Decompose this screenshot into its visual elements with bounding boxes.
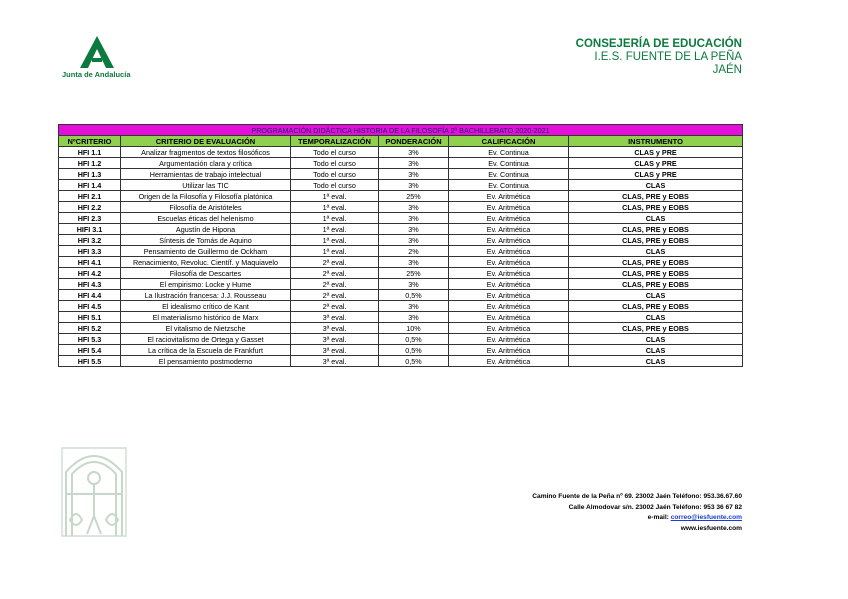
table-row <box>59 224 743 235</box>
table-cell: 3% <box>379 180 449 191</box>
table-cell: El empirismo: Locke y Hume <box>121 279 291 290</box>
table-cell: 1ª eval. <box>291 224 379 235</box>
header-city: JAÉN <box>712 64 742 76</box>
table-cell: HFI 2.3 <box>59 213 121 224</box>
table-cell: CLAS <box>569 334 743 345</box>
institution-header <box>576 38 742 77</box>
table-cell: 3% <box>379 213 449 224</box>
table-cell: CLAS, PRE y EOBS <box>569 323 743 334</box>
andalucia-seal-watermark <box>56 438 132 542</box>
table-cell: HFI 5.4 <box>59 345 121 356</box>
table-cell: HFI 5.3 <box>59 334 121 345</box>
table-row <box>59 191 743 202</box>
table-row <box>59 246 743 257</box>
table-cell: 3% <box>379 279 449 290</box>
table-cell: Ev. Aritmética <box>449 301 569 312</box>
table-cell: 1ª eval. <box>291 235 379 246</box>
table-cell: Todo el curso <box>291 180 379 191</box>
table-cell: 3% <box>379 235 449 246</box>
table-row <box>59 235 743 246</box>
table-cell: Pensamiento de Guillermo de Ockham <box>121 246 291 257</box>
table-cell: Ev. Aritmética <box>449 235 569 246</box>
table-cell: Ev. Continua <box>449 158 569 169</box>
table-cell: 10% <box>379 323 449 334</box>
table-cell: 2ª eval. <box>291 268 379 279</box>
table-cell: 3ª eval. <box>291 356 379 367</box>
table-row <box>59 169 743 180</box>
table-cell: CLAS, PRE y EOBS <box>569 202 743 213</box>
table-cell: Ev. Aritmética <box>449 290 569 301</box>
table-cell: 0,5% <box>379 334 449 345</box>
table-cell: Renacimiento, Revoluc. Científ. y Maquiavelo <box>121 257 291 268</box>
table-cell: HFI 1.3 <box>59 169 121 180</box>
table-cell: HIFI 3.1 <box>59 224 121 235</box>
table-cell: El vitalismo de Nietzsche <box>121 323 291 334</box>
table-row <box>59 290 743 301</box>
table-cell: 1ª eval. <box>291 246 379 257</box>
table-cell: 2ª eval. <box>291 290 379 301</box>
table-cell: Ev. Aritmética <box>449 279 569 290</box>
table-cell: Herramientas de trabajo intelectual <box>121 169 291 180</box>
column-header: PONDERACIÓN <box>379 136 449 147</box>
table-cell: Ev. Continua <box>449 147 569 158</box>
table-cell: HFI 4.4 <box>59 290 121 301</box>
table-cell: CLAS, PRE y EOBS <box>569 257 743 268</box>
table-cell: Ev. Aritmética <box>449 323 569 334</box>
column-header: TEMPORALIZACIÓN <box>291 136 379 147</box>
table-cell: 25% <box>379 191 449 202</box>
table-cell: Ev. Aritmética <box>449 191 569 202</box>
table-cell: 3% <box>379 202 449 213</box>
table-row <box>59 312 743 323</box>
table-cell: CLAS <box>569 345 743 356</box>
table-cell: 3% <box>379 312 449 323</box>
footer-email-label: e-mail: <box>647 514 669 521</box>
table-cell: 3% <box>379 158 449 169</box>
table-cell: Ev. Aritmética <box>449 268 569 279</box>
junta-de-andalucia-logo <box>56 36 146 86</box>
table-cell: HFI 5.5 <box>59 356 121 367</box>
table-cell: 0,5% <box>379 290 449 301</box>
table-cell: 3ª eval. <box>291 323 379 334</box>
table-cell: CLAS y PRE <box>569 169 743 180</box>
table-cell: HFI 4.1 <box>59 257 121 268</box>
table-cell: Todo el curso <box>291 158 379 169</box>
table-cell: HFI 3.2 <box>59 235 121 246</box>
table-row <box>59 279 743 290</box>
table-cell: CLAS <box>569 356 743 367</box>
column-header: CRITERIO DE EVALUACIÓN <box>121 136 291 147</box>
footer-web[interactable]: www.iesfuente.com <box>680 524 742 532</box>
table-cell: 3% <box>379 224 449 235</box>
header-consejeria: CONSEJERÍA DE EDUCACIÓN <box>575 38 742 50</box>
table-cell: CLAS <box>569 180 743 191</box>
footer-email-link[interactable]: correo@iesfuente.com <box>670 514 742 521</box>
table-cell: Ev. Aritmética <box>449 224 569 235</box>
table-cell: HFI 2.2 <box>59 202 121 213</box>
table-cell: El pensamiento postmoderno <box>121 356 291 367</box>
table-cell: CLAS <box>569 312 743 323</box>
table-cell: Ev. Aritmética <box>449 257 569 268</box>
table-cell: 2ª eval. <box>291 279 379 290</box>
footer-email-line <box>532 513 742 524</box>
table-cell: 0,5% <box>379 356 449 367</box>
table-title: PROGRAMACIÓN DIDÁCTICA HISTORIA DE LA FILOSOFÍA 2º BACHILLERATO 2020-2021 <box>59 125 743 136</box>
logo-text: Junta de Andalucía <box>62 70 131 79</box>
table-cell: CLAS, PRE y EOBS <box>569 224 743 235</box>
table-cell: 2ª eval. <box>291 257 379 268</box>
table-cell: Escuelas éticas del helenismo <box>121 213 291 224</box>
table-cell: Origen de la Filosofía y Filosofía platónica <box>121 191 291 202</box>
header-school: I.E.S. FUENTE DE LA PEÑA <box>594 51 742 63</box>
table-cell: Ev. Aritmética <box>449 246 569 257</box>
table-cell: HFI 1.4 <box>59 180 121 191</box>
table-row <box>59 268 743 279</box>
table-cell: CLAS, PRE y EOBS <box>569 191 743 202</box>
table-cell: CLAS <box>569 290 743 301</box>
table-cell: CLAS, PRE y EOBS <box>569 268 743 279</box>
table-cell: CLAS, PRE y EOBS <box>569 235 743 246</box>
table-row <box>59 202 743 213</box>
table-cell: Argumentación clara y crítica <box>121 158 291 169</box>
table-cell: El materialismo histórico de Marx <box>121 312 291 323</box>
table-cell: 1ª eval. <box>291 202 379 213</box>
footer-address-2: Calle Almodovar s/n. 23002 Jaén Teléfono: 953 36 67 82 <box>568 503 742 511</box>
table-cell: HFI 4.5 <box>59 301 121 312</box>
table-cell: 3% <box>379 257 449 268</box>
table-cell: Filosofía de Descartes <box>121 268 291 279</box>
table-cell: 3ª eval. <box>291 312 379 323</box>
table-cell: 25% <box>379 268 449 279</box>
table-cell: Ev. Aritmética <box>449 345 569 356</box>
table-row <box>59 345 743 356</box>
table-cell: HFI 3.3 <box>59 246 121 257</box>
table-cell: 3ª eval. <box>291 345 379 356</box>
table-cell: HFI 4.2 <box>59 268 121 279</box>
table-cell: HFI 1.2 <box>59 158 121 169</box>
table-cell: Analizar fragmentos de textos filosóficos <box>121 147 291 158</box>
programacion-table <box>58 124 743 367</box>
table-row <box>59 323 743 334</box>
table-cell: Ev. Aritmética <box>449 202 569 213</box>
table-cell: CLAS y PRE <box>569 147 743 158</box>
table-cell: 3ª eval. <box>291 334 379 345</box>
table-cell: 3% <box>379 169 449 180</box>
table-row <box>59 334 743 345</box>
table-cell: Todo el curso <box>291 147 379 158</box>
table-cell: El raciovitalismo de Ortega y Gasset <box>121 334 291 345</box>
table-cell: 1ª eval. <box>291 191 379 202</box>
table-cell: Todo el curso <box>291 169 379 180</box>
table-cell: Ev. Aritmética <box>449 334 569 345</box>
table-cell: 3% <box>379 147 449 158</box>
table-cell: 2ª eval. <box>291 301 379 312</box>
table-row <box>59 147 743 158</box>
table-cell: CLAS y PRE <box>569 158 743 169</box>
table-cell: HFI 2.1 <box>59 191 121 202</box>
table-cell: HFI 5.1 <box>59 312 121 323</box>
table-cell: Síntesis de Tomás de Aquino <box>121 235 291 246</box>
table-cell: Filosofía de Aristóteles <box>121 202 291 213</box>
table-cell: 0,5% <box>379 345 449 356</box>
table-row <box>59 180 743 191</box>
table-cell: HFI 1.1 <box>59 147 121 158</box>
footer-address-1: Camino Fuente de la Peña nº 69. 23002 Jaén Teléfono: 953.36.67.60 <box>532 493 742 500</box>
table-cell: Utilizar las TIC <box>121 180 291 191</box>
table-cell: La crítica de la Escuela de Frankfurt <box>121 345 291 356</box>
table-row <box>59 301 743 312</box>
table-cell: Ev. Continua <box>449 180 569 191</box>
column-header: INSTRUMENTO <box>569 136 743 147</box>
table-cell: La Ilustración francesa: J.J. Rousseau <box>121 290 291 301</box>
table-cell: El idealismo crítico de Kant <box>121 301 291 312</box>
table-cell: Ev. Aritmética <box>449 213 569 224</box>
column-header: NºCRITERIO <box>59 136 121 147</box>
table-cell: 2% <box>379 246 449 257</box>
table-cell: HFI 5.2 <box>59 323 121 334</box>
table-cell: Agustín de Hipona <box>121 224 291 235</box>
table-cell: CLAS <box>569 213 743 224</box>
footer-contact <box>532 492 742 534</box>
andalucia-a-icon <box>80 36 114 68</box>
table-cell: 3% <box>379 301 449 312</box>
seal-icon <box>56 438 132 542</box>
table-cell: HFI 4.3 <box>59 279 121 290</box>
table-row <box>59 356 743 367</box>
column-header: CALIFICACIÓN <box>449 136 569 147</box>
table-row <box>59 257 743 268</box>
table-row <box>59 158 743 169</box>
table-cell: CLAS, PRE y EOBS <box>569 279 743 290</box>
table-cell: CLAS <box>569 246 743 257</box>
table-cell: Ev. Aritmética <box>449 312 569 323</box>
table-cell: Ev. Aritmética <box>449 356 569 367</box>
table-cell: 1ª eval. <box>291 213 379 224</box>
table-cell: Ev. Continua <box>449 169 569 180</box>
table-row <box>59 213 743 224</box>
table-cell: CLAS, PRE y EOBS <box>569 301 743 312</box>
